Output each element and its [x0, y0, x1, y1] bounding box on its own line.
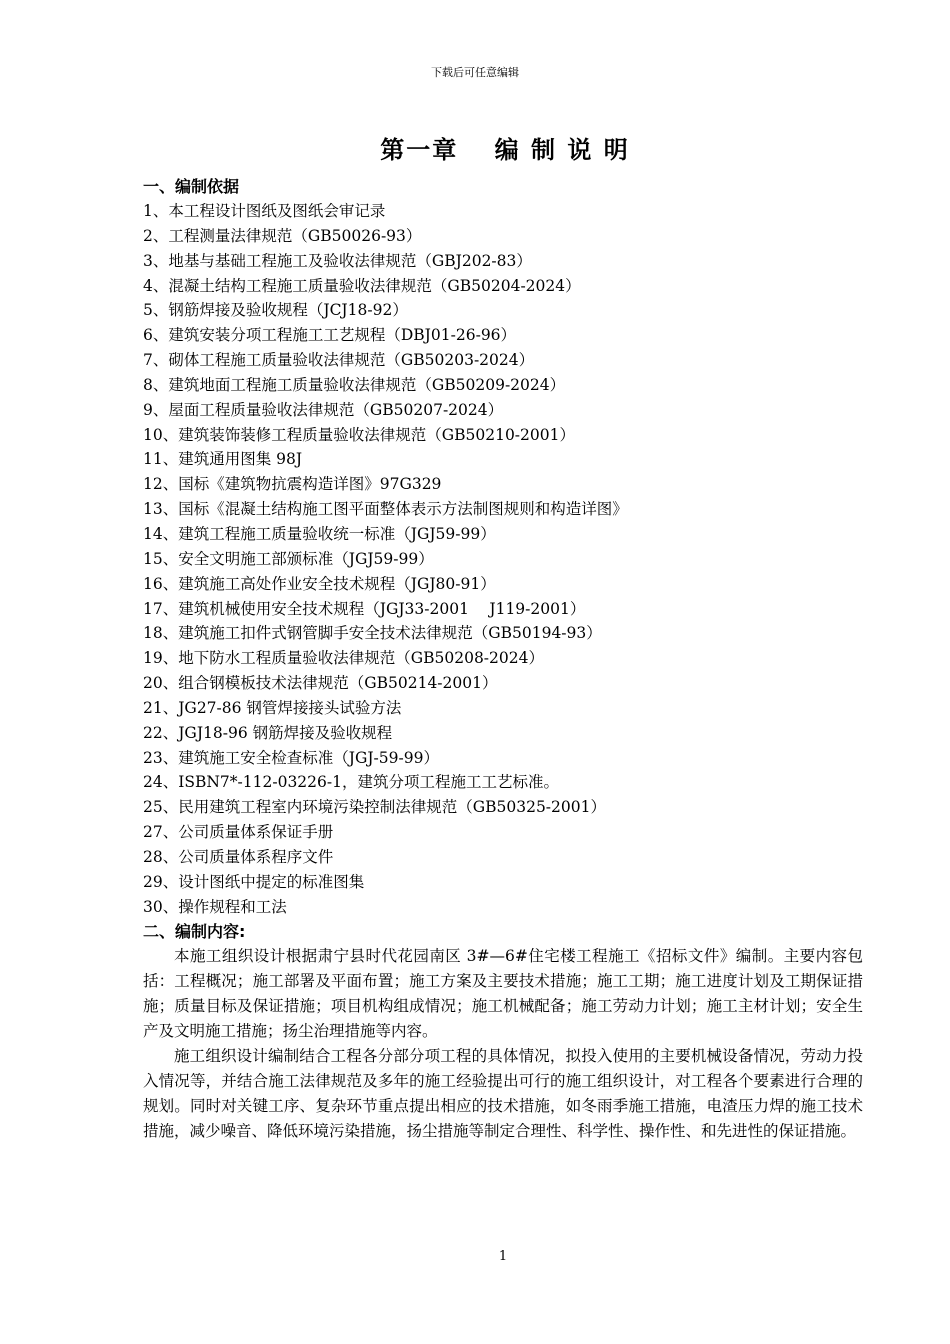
reference-item: 23、建筑施工安全检查标准（JGJ-59-99）: [143, 748, 439, 767]
section-heading-content: 二、编制内容:: [143, 922, 246, 942]
chapter-title: 第一章 编 制 说 明: [380, 136, 630, 164]
reference-item: 11、建筑通用图集 98J: [143, 450, 303, 469]
reference-item: 2、工程测量法律规范（GB50026-93）: [143, 226, 422, 245]
reference-item: 16、建筑施工高处作业安全技术规程（JGJ80-91）: [143, 574, 496, 593]
page-header: 下载后可任意编辑: [431, 66, 519, 79]
reference-item: 12、国标《建筑物抗震构造详图》97G329: [143, 475, 442, 494]
reference-item: 14、建筑工程施工质量验收统一标准（JGJ59-99）: [143, 524, 496, 543]
reference-item: 28、公司质量体系程序文件: [143, 847, 334, 866]
content-paragraph: 施工组织设计编制结合工程各分部分项工程的具体情况，拟投入使用的主要机械设备情况，劳动力投入情况等，并结合施工法律规范及多年的施工经验提出可行的施工组织设计，对工程各个要素进行合理的规划。同时对关键工序、复杂环节重点提出相应的技术措施，如冬雨季施工措施，电渣压力焊的施工技术措施，减少噪音、降低环境污染措施，扬尘措施等制定合理性、科学性、操作性、和先进性的保证措施。: [143, 1047, 863, 1141]
reference-item: 29、设计图纸中提定的标准图集: [143, 872, 365, 891]
reference-item: 5、钢筋焊接及验收规程（JCJ18-92）: [143, 301, 408, 320]
reference-item: 20、组合钢模板技术法律规范（GB50214-2001）: [143, 674, 498, 693]
reference-item: 27、公司质量体系保证手册: [143, 823, 334, 842]
reference-item: 3、地基与基础工程施工及验收法律规范（GBJ202-83）: [143, 251, 532, 270]
reference-list: [143, 199, 863, 919]
section-heading-basis: 一、编制依据: [143, 177, 240, 196]
page-number: 1: [498, 1249, 508, 1264]
reference-item: 6、建筑安装分项工程施工工艺规程（DBJ01-26-96）: [143, 326, 517, 345]
reference-item: 19、地下防水工程质量验收法律规范（GB50208-2024）: [143, 649, 544, 668]
reference-item: 17、建筑机械使用安全技术规程（JGJ33-2001 J119-2001）: [143, 599, 586, 618]
reference-item: 8、建筑地面工程施工质量验收法律规范（GB50209-2024）: [143, 375, 566, 394]
reference-item: 21、JG27-86 钢管焊接接头试验方法: [143, 698, 402, 717]
reference-item: 25、民用建筑工程室内环境污染控制法律规范（GB50325-2001）: [143, 798, 606, 817]
reference-item: 22、JGJ18-96 钢筋焊接及验收规程: [143, 723, 393, 742]
reference-item: 1、本工程设计图纸及图纸会审记录: [143, 202, 386, 220]
reference-item: 4、混凝土结构工程施工质量验收法律规范（GB50204-2024）: [143, 276, 581, 295]
reference-item: 15、安全文明施工部颁标准（JGJ59-99）: [143, 549, 434, 568]
reference-item: 13、国标《混凝土结构施工图平面整体表示方法制图规则和构造详图》: [143, 500, 628, 519]
reference-item: 24、ISBN7*-112-03226-1，建筑分项工程施工工艺标准。: [143, 773, 559, 792]
reference-item: 10、建筑装饰装修工程质量验收法律规范（GB50210-2001）: [143, 425, 575, 444]
reference-item: 30、操作规程和工法: [143, 897, 287, 916]
reference-item: 18、建筑施工扣件式钢管脚手安全技术法律规范（GB50194-93）: [143, 624, 602, 643]
document-body: [143, 174, 863, 1144]
reference-item: 9、屋面工程质量验收法律规范（GB50207-2024）: [143, 400, 504, 419]
content-paragraph: 本施工组织设计根据肃宁县时代花园南区 3#—6#住宅楼工程施工《招标文件》编制。主要内容包括：工程概况；施工部署及平面布置；施工方案及主要技术措施；施工工期；施工进度计划及工期保证措施；质量目标及保证措施；项目机构组成情况；施工机械配备；施工劳动力计划；施工主材计划；安全生产及文明施工措施；扬尘治理措施等内容。: [143, 947, 863, 1041]
reference-item: 7、砌体工程施工质量验收法律规范（GB50203-2024）: [143, 351, 535, 370]
